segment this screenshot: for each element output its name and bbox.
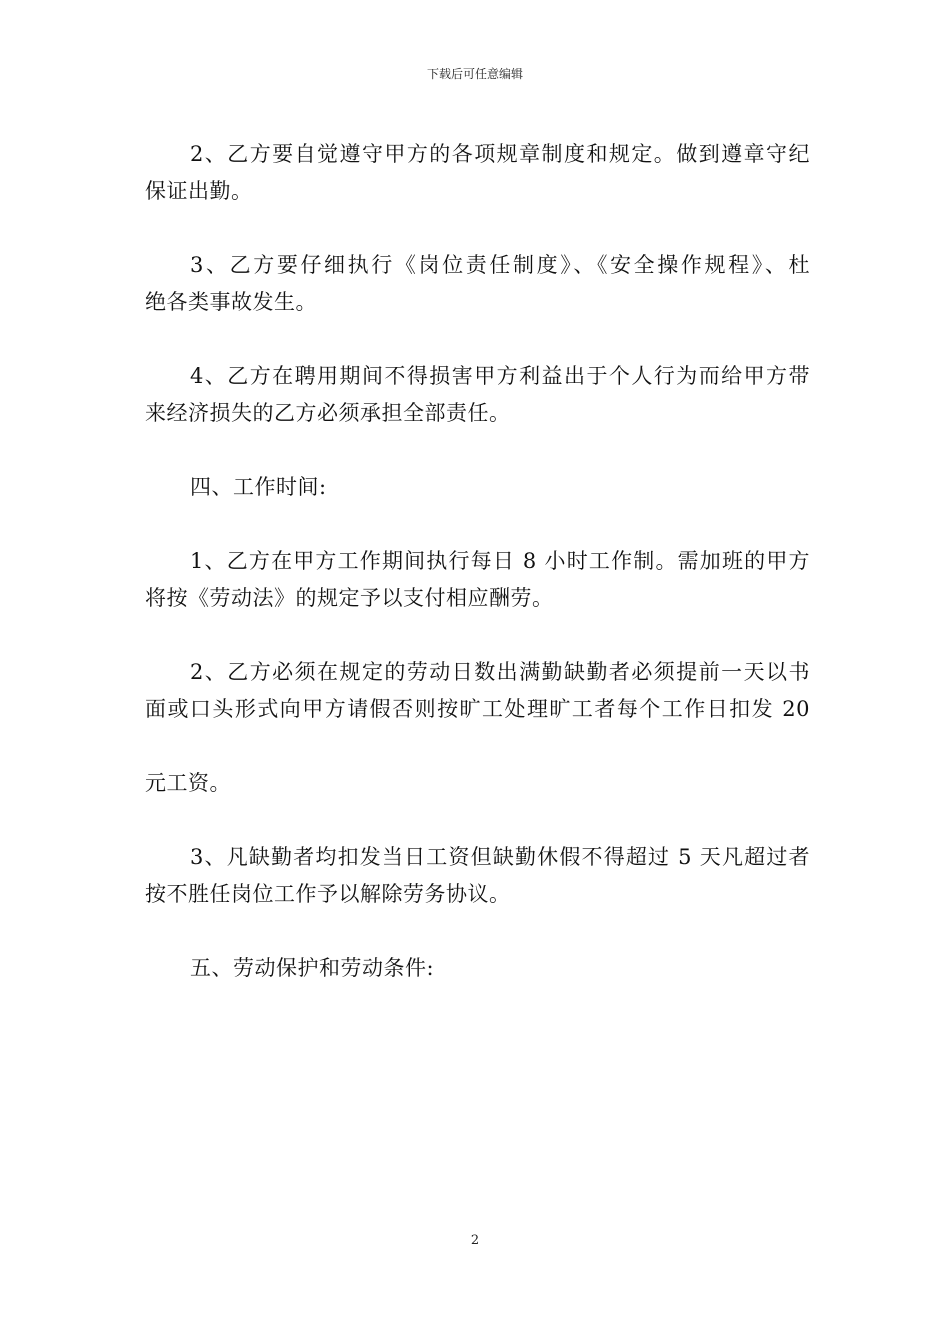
paragraph-line: 绝各类事故发生。 [145,290,317,314]
page-header: 下载后可任意编辑 [426,67,523,81]
paragraph-line: 3、乙方要仔细执行《岗位责任制度》、《安全操作规程》、杜 [190,253,810,277]
paragraph-line: 2、乙方要自觉遵守甲方的各项规章制度和规定。做到遵章守纪 [190,142,810,166]
paragraph-line: 4、乙方在聘用期间不得损害甲方利益出于个人行为而给甲方带 [190,364,810,388]
paragraph-line: 2、乙方必须在规定的劳动日数出满勤缺勤者必须提前一天以书 [190,660,810,684]
paragraph-line: 3、凡缺勤者均扣发当日工资但缺勤休假不得超过 5 天凡超过者 [190,845,810,869]
document-body [145,136,810,987]
paragraph-line: 来经济损失的乙方必须承担全部责任。 [145,401,511,425]
section-heading: 五、劳动保护和劳动条件: [190,956,435,980]
page-number: 2 [470,1233,480,1248]
paragraph-line: 将按《劳动法》的规定予以支付相应酬劳。 [145,586,554,610]
paragraph-line: 元工资。 [145,771,231,795]
paragraph-line: 按不胜任岗位工作予以解除劳务协议。 [145,882,511,906]
paragraph-line: 面或口头形式向甲方请假否则按旷工处理旷工者每个工作日扣发 20 [145,697,810,721]
section-heading: 四、工作时间: [190,475,327,499]
paragraph-line: 保证出勤。 [145,179,253,203]
paragraph-line: 1、乙方在甲方工作期间执行每日 8 小时工作制。需加班的甲方 [190,549,810,573]
